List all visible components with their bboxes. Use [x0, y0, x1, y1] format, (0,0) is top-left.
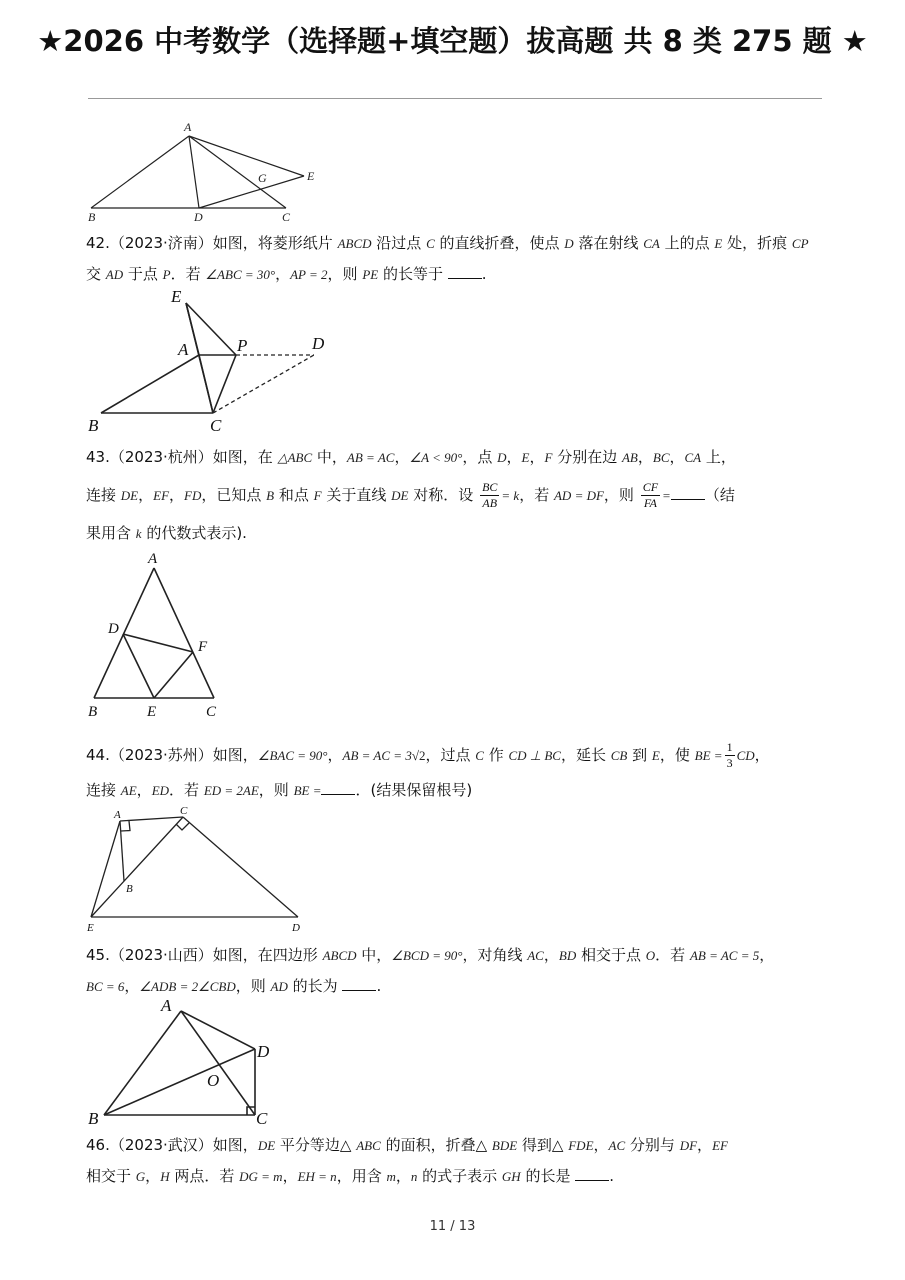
q45-text: ，对角线: [462, 946, 528, 964]
q42-math: P: [162, 267, 171, 282]
q43-math: D: [497, 450, 507, 465]
q46-math: GH: [501, 1169, 521, 1184]
label-a: A: [161, 996, 172, 1015]
label-e: E: [147, 704, 157, 720]
q45-text: .: [376, 977, 382, 995]
fraction-denominator: FA: [643, 496, 657, 510]
label-f: F: [198, 639, 208, 655]
q45-math: AC: [527, 948, 544, 963]
question-43: [86, 442, 826, 549]
q42-text: 落在射线: [573, 234, 644, 252]
question-45: [86, 940, 826, 1002]
q46-text: .: [609, 1167, 615, 1185]
q43-math: F: [544, 450, 553, 465]
q42-text: 42.（2023·济南）如图，将菱形纸片: [86, 234, 338, 252]
q42-math: ∠ABC = 30°: [205, 267, 276, 282]
q43-text: ，则: [603, 486, 639, 504]
q42-math: CP: [791, 236, 809, 251]
label-b: B: [88, 416, 99, 435]
q44-text: ．若: [169, 781, 204, 799]
q45-math: BC = 6: [86, 979, 125, 994]
q44-text: ，: [754, 746, 770, 764]
q43-text: ，: [637, 448, 653, 466]
q45-text: 45.（2023·山西）如图，在四边形: [86, 946, 323, 964]
q46-math: EF: [712, 1138, 728, 1153]
q43-math: △ABC: [277, 450, 313, 465]
q43-math: ∠A < 90°: [409, 450, 463, 465]
q46-text: 分别与: [625, 1136, 680, 1154]
q43-text: ，: [529, 448, 545, 466]
q43-text: 和点: [274, 486, 314, 504]
q46-math: DE: [257, 1138, 276, 1153]
q46-text: ，: [145, 1167, 161, 1185]
q42-text: 的直线折叠，使点: [434, 234, 565, 252]
q43-text: ，: [394, 448, 410, 466]
q42-text: 的长等于: [378, 265, 448, 283]
q45-text: ，: [759, 946, 775, 964]
q43-math: DE: [391, 488, 409, 503]
q44-math: CD ⊥ BC: [508, 748, 561, 763]
q44-math: BE =: [694, 748, 723, 763]
q46-math: G: [135, 1169, 146, 1184]
q44-text: ，延长: [560, 746, 611, 764]
fraction-cf-fa: [641, 480, 660, 511]
q44-text: 作: [483, 746, 509, 764]
q43-math: BC: [652, 450, 670, 465]
q45-math: ∠BCD = 90°: [391, 948, 463, 963]
label-d: D: [194, 210, 203, 224]
q45-text: 相交于点: [576, 946, 646, 964]
q45-text: ，则: [235, 977, 271, 995]
q46-math: DF: [679, 1138, 698, 1153]
q43-math: AB: [621, 450, 638, 465]
q43-text: 关于直线: [321, 486, 392, 504]
label-g: G: [258, 171, 267, 185]
q43-math: k: [135, 526, 142, 541]
q46-text: 的长是: [520, 1167, 576, 1185]
q44-text: ，则: [258, 781, 294, 799]
q42-math: PE: [362, 267, 379, 282]
label-c: C: [180, 805, 188, 817]
q43-text: ，: [669, 448, 685, 466]
q46-text: 的面积，折叠△: [380, 1136, 492, 1154]
figure-45: [86, 994, 286, 1129]
q43-text: ，已知点: [201, 486, 267, 504]
question-44: [86, 736, 826, 806]
q46-text: 得到△: [517, 1136, 569, 1154]
q43-text: 的代数式表示).: [141, 524, 247, 542]
q46-math: BDE: [491, 1138, 518, 1153]
label-e: E: [87, 922, 94, 934]
q42-math: CA: [643, 236, 660, 251]
q43-math: E: [521, 450, 530, 465]
page-number: 11 / 13: [429, 1219, 476, 1234]
q46-math: EH = n: [297, 1169, 337, 1184]
fraction-one-third: [725, 740, 735, 771]
q45-math: AD: [270, 979, 288, 994]
q46-math: FDE: [568, 1138, 594, 1153]
q45-text: ，: [124, 977, 140, 995]
label-c: C: [206, 704, 217, 720]
label-o: O: [207, 1071, 220, 1090]
q43-text: ，: [169, 486, 185, 504]
q42-math: C: [426, 236, 435, 251]
q43-math: EF: [153, 488, 170, 503]
q46-math: ABC: [356, 1138, 381, 1153]
answer-blank: [342, 976, 376, 991]
q44-math: AE: [120, 783, 137, 798]
q42-math: E: [714, 236, 723, 251]
q45-text: 中，: [356, 946, 392, 964]
q43-text: 连接: [86, 486, 121, 504]
q43-math: FD: [184, 488, 202, 503]
q43-text: ，点: [462, 448, 498, 466]
q44-math: E: [651, 748, 660, 763]
q44-text: ，: [136, 781, 152, 799]
q46-math: m: [386, 1169, 396, 1184]
q46-text: ，: [593, 1136, 609, 1154]
header-divider: [88, 98, 822, 99]
label-p: P: [237, 336, 248, 355]
label-e: E: [307, 169, 315, 183]
q46-math: H: [160, 1169, 170, 1184]
q46-text: ，: [395, 1167, 411, 1185]
answer-blank: [575, 1166, 609, 1181]
q46-text: 46.（2023·武汉）如图，: [86, 1136, 258, 1154]
q44-math: C: [475, 748, 484, 763]
page-title: ★2026 中考数学（选择题+填空题）拔高题 共 8 类 275 题 ★: [37, 24, 868, 58]
q42-text: 交: [86, 265, 106, 283]
q46-text: 相交于: [86, 1167, 136, 1185]
q43-text: 43.（2023·杭州）如图，在: [86, 448, 278, 466]
fraction-numerator: BC: [482, 480, 498, 494]
q43-text: 果用含: [86, 524, 136, 542]
q42-math: ABCD: [337, 236, 372, 251]
label-b: B: [126, 883, 133, 895]
q43-math: B: [266, 488, 275, 503]
q43-text: （结: [704, 486, 735, 504]
answer-blank: [671, 485, 705, 500]
q42-text: .: [481, 265, 487, 283]
q46-text: 两点．若: [169, 1167, 240, 1185]
answer-blank: [448, 264, 482, 279]
q44-math: AB = AC = 3: [342, 748, 412, 763]
q46-text: ，用含: [336, 1167, 387, 1185]
label-d: D: [257, 1042, 270, 1061]
q46-text: 的式子表示: [417, 1167, 502, 1185]
q44-text: 连接: [86, 781, 121, 799]
q44-text: ，: [327, 746, 343, 764]
q43-math: CA: [684, 450, 702, 465]
q43-math: DE: [120, 488, 139, 503]
q45-text: 的长为: [287, 977, 343, 995]
q43-math: = k: [501, 488, 520, 503]
label-b: B: [88, 210, 96, 224]
q43-math: AD = DF: [553, 488, 604, 503]
q43-text: ，: [138, 486, 154, 504]
label-b: B: [88, 1109, 99, 1128]
figure-42: [86, 285, 346, 440]
q42-text: ，则: [327, 265, 363, 283]
label-a: A: [114, 809, 121, 821]
q43-text: 上，: [701, 448, 736, 466]
fraction-bc-ab: [480, 480, 499, 511]
label-d: D: [292, 922, 300, 934]
q43-text: ，若: [519, 486, 554, 504]
q43-math: =: [662, 488, 671, 503]
label-a: A: [178, 340, 189, 359]
q44-math: BE =: [293, 783, 322, 798]
q46-text: 平分等边△: [275, 1136, 357, 1154]
question-46: [86, 1130, 826, 1192]
q45-math: ABCD: [322, 948, 357, 963]
q45-math: ∠ADB = 2∠CBD: [139, 979, 236, 994]
q46-math: AC: [608, 1138, 626, 1153]
q42-text: 处，折痕: [722, 234, 792, 252]
q44-math: √2: [411, 748, 426, 763]
figure-44: [86, 805, 316, 940]
q42-text: 于点: [123, 265, 163, 283]
q42-math: D: [564, 236, 574, 251]
answer-blank: [321, 780, 355, 795]
q42-text: ，: [275, 265, 291, 283]
label-d: D: [312, 334, 325, 353]
q44-text: ，过点: [425, 746, 476, 764]
q44-math: ED = 2AE: [203, 783, 259, 798]
q42-math: AP = 2: [290, 267, 328, 282]
q44-math: CD: [736, 748, 755, 763]
fraction-numerator: 1: [726, 740, 733, 754]
q44-text: 到: [627, 746, 652, 764]
label-a: A: [148, 551, 158, 567]
q42-text: 沿过点: [371, 234, 427, 252]
figure-top: [86, 118, 326, 223]
q45-text: ．若: [655, 946, 690, 964]
q42-text: 上的点: [659, 234, 715, 252]
q43-text: 对称．设: [408, 486, 479, 504]
q45-math: AB = AC = 5: [689, 948, 760, 963]
q44-text: 44.（2023·苏州）如图，: [86, 746, 258, 764]
label-b: B: [88, 704, 98, 720]
label-d: D: [108, 621, 119, 637]
q44-math: CB: [610, 748, 628, 763]
q43-math: F: [313, 488, 322, 503]
q46-text: ，: [697, 1136, 713, 1154]
label-c: C: [256, 1109, 268, 1128]
figure-43: [86, 548, 236, 723]
fraction-denominator: AB: [482, 496, 498, 510]
q45-text: ，: [543, 946, 559, 964]
q42-text: ．若: [170, 265, 206, 283]
label-c: C: [282, 210, 291, 224]
q45-math: O: [645, 948, 656, 963]
q44-text: ，使: [659, 746, 695, 764]
label-c: C: [210, 416, 222, 435]
q46-math: n: [410, 1169, 418, 1184]
fraction-numerator: CF: [642, 480, 659, 494]
q43-text: ，: [506, 448, 522, 466]
label-e: E: [171, 287, 182, 306]
question-42: [86, 228, 826, 290]
q44-text: ．(结果保留根号): [355, 781, 473, 799]
q42-math: AD: [105, 267, 124, 282]
q43-text: 中，: [312, 448, 347, 466]
q46-text: ，: [282, 1167, 298, 1185]
fraction-denominator: 3: [726, 756, 733, 770]
q43-text: 分别在边: [552, 448, 622, 466]
q46-math: DG = m: [239, 1169, 283, 1184]
q43-math: AB = AC: [346, 450, 395, 465]
q45-math: BD: [558, 948, 577, 963]
q44-math: ∠BAC = 90°: [257, 748, 328, 763]
label-a: A: [184, 120, 192, 134]
q44-math: ED: [151, 783, 170, 798]
